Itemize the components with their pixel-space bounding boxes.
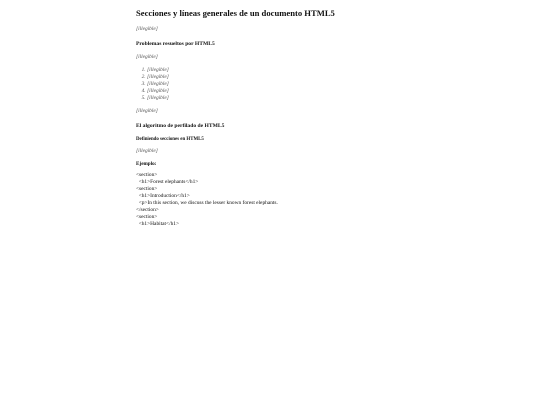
defining-sections-heading: Definiendo secciones en HTML5: [136, 136, 204, 142]
document-page: [0, 0, 408, 228]
example-label: Ejemplo:: [136, 160, 157, 167]
code-line: <p>In this section, we discuss the lesser known forest elephants.: [136, 199, 278, 206]
problems-list-item: 4. [illegible]: [147, 88, 408, 95]
algorithm-body-paragraph: [illegible]: [136, 147, 158, 154]
code-line: <section>: [136, 185, 158, 192]
code-line: <h1>Introduction</h1>: [136, 192, 190, 199]
intro-paragraph: [illegible]: [136, 26, 158, 33]
example-code-block: [136, 172, 408, 228]
problems-list-item: 5. [illegible]: [147, 95, 408, 102]
code-line: </section>: [136, 206, 159, 213]
code-line: <h1>Forest elephants</h1>: [136, 178, 199, 185]
algorithm-heading: El algoritmo de perfilado de HTML5: [136, 122, 225, 129]
code-line: <section>: [136, 213, 158, 220]
problems-heading: Problemas resueltos por HTML5: [136, 41, 215, 48]
problems-lead-paragraph: [illegible]: [136, 54, 158, 61]
problems-list-item: 2. [illegible]: [147, 74, 408, 81]
problems-list-item: 3. [illegible]: [147, 81, 408, 88]
problems-list-item: 1. [illegible]: [147, 67, 408, 74]
problems-list: [136, 67, 408, 102]
problems-conclusion-paragraph: [illegible]: [136, 107, 158, 114]
code-line: <h1>Habitat</h1>: [136, 220, 180, 227]
code-line: <section>: [136, 171, 158, 178]
page-title: Secciones y líneas generales de un documento HTML5: [136, 8, 335, 18]
